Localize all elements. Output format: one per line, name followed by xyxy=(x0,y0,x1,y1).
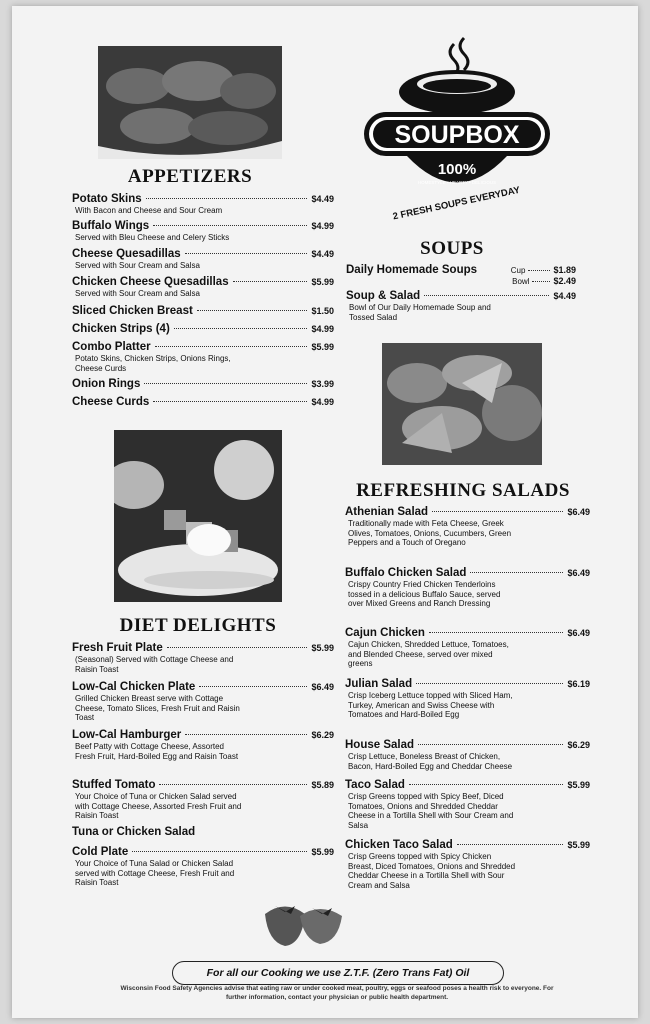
salad-item-name: Buffalo Chicken Salad xyxy=(345,567,467,579)
salad-item-price: $6.49 xyxy=(567,628,590,638)
appetizer-item-name: Cheese Curds xyxy=(72,396,150,408)
salad-item-name: Julian Salad xyxy=(345,678,413,690)
salad-item-price: $6.49 xyxy=(567,507,590,517)
soup-salad-price: $4.49 xyxy=(553,291,576,301)
appetizer-item-desc: With Bacon and Cheese and Sour Cream xyxy=(75,206,223,215)
diet-item-desc: Grilled Chicken Breast serve with Cottage Cheese, Tomato Slices, Fresh Fruit and Raisin Toast xyxy=(75,694,240,722)
salad-item xyxy=(345,779,590,830)
diet-item-desc: (Seasonal) Served with Cottage Cheese and Raisin Toast xyxy=(75,655,234,674)
appetizer-item xyxy=(72,220,334,243)
logo-tagline: 2 FRESH SOUPS EVERYDAY xyxy=(391,184,522,223)
diet-item xyxy=(72,779,334,821)
salad-item-desc: Crisp Iceberg Lettuce topped with Sliced Ham, Turkey, American and Swiss Cheese with Tomatoes and Hard-Boiled Egg xyxy=(348,691,513,719)
diet-item-name: Tuna or Chicken Salad xyxy=(72,826,196,838)
diet-item-desc: Your Choice of Tuna or Chicken Salad served with Cottage Cheese, Assorted Fresh Fruit and Raisin Toast xyxy=(75,792,242,820)
salad-item-price: $6.19 xyxy=(567,679,590,689)
salad-item-desc: Crisp Greens topped with Spicy Chicken Breast, Diced Tomatoes, Onions and Shredded Cheddar Cheese in a Tortilla Shell with Sour Cream and Salsa xyxy=(348,852,516,890)
salad-item-price: $5.99 xyxy=(567,840,590,850)
salad-item-desc: Crispy Country Fried Chicken Tenderloins tossed in a delicious Buffalo Sauce, served over Mixed Greens and Ranch Dressing xyxy=(348,580,501,608)
salad-item xyxy=(345,506,590,548)
bowl-label: Bowl xyxy=(512,277,530,286)
diet-item-price: $5.89 xyxy=(311,780,334,790)
diet-item-name: Stuffed Tomato xyxy=(72,779,156,791)
appetizer-item-price: $5.99 xyxy=(311,277,334,287)
appetizer-item-price: $4.99 xyxy=(311,221,334,231)
appetizer-item-name: Sliced Chicken Breast xyxy=(72,305,193,317)
diet-delights-heading: DIET DELIGHTS xyxy=(119,615,277,636)
diet-item xyxy=(72,642,334,674)
appetizer-item-desc: Potato Skins, Chicken Strips, Onions Rings, Cheese Curds xyxy=(75,354,231,373)
diet-item-price: $6.29 xyxy=(311,730,334,740)
appetizer-item xyxy=(72,193,334,216)
cup-price: $1.89 xyxy=(553,265,576,275)
salad-item xyxy=(345,839,590,890)
diet-item-price: $5.99 xyxy=(311,643,334,653)
diet-item-desc: Beef Patty with Cottage Cheese, Assorted Fresh Fruit, Hard-Boiled Egg and Raisin Toast xyxy=(75,742,239,761)
cup-label: Cup xyxy=(510,266,526,275)
appetizer-item xyxy=(72,248,334,271)
soups-heading: SOUPS xyxy=(420,238,484,259)
soup-salad-desc: Bowl of Our Daily Homemade Soup and Tossed Salad xyxy=(349,303,491,322)
salad-item-desc: Cajun Chicken, Shredded Lettuce, Tomatoes, and Blended Cheese, served over mixed greens xyxy=(348,640,509,668)
salad-item-price: $6.29 xyxy=(567,740,590,750)
soup-salad xyxy=(346,290,576,322)
soup-salad-name: Soup & Salad xyxy=(346,290,421,302)
appetizer-item xyxy=(72,276,334,299)
diet-item xyxy=(72,681,334,723)
appetizer-item-name: Chicken Strips (4) xyxy=(72,323,170,335)
appetizer-item-name: Buffalo Wings xyxy=(72,220,150,232)
appetizer-item-price: $4.99 xyxy=(311,397,334,407)
appetizer-item-name: Cheese Quesadillas xyxy=(72,248,181,260)
salad-item-desc: Crisp Greens topped with Spicy Beef, Diced Tomatoes, Onions and Shredded Cheddar Cheese in a Tortilla Shell with Sour Cream and Salsa xyxy=(348,792,514,830)
salad-item-price: $6.49 xyxy=(567,568,590,578)
appetizer-item xyxy=(72,305,334,317)
appetizer-item xyxy=(72,323,334,335)
appetizer-item xyxy=(72,341,334,373)
salad-photo xyxy=(382,343,542,465)
diet-item-price: $6.49 xyxy=(311,682,334,692)
daily-soups-name: Daily Homemade Soups xyxy=(346,264,478,276)
salad-item-name: Chicken Taco Salad xyxy=(345,839,453,851)
food-safety-disclaimer: Wisconsin Food Safety Agencies advise that eating raw or under cooked meat, poultry, eggs or seafood poses a health risk to everyone. For further information, contact your physician or public health department. xyxy=(120,985,554,1001)
salad-item-name: Athenian Salad xyxy=(345,506,429,518)
appetizer-item-price: $5.99 xyxy=(311,342,334,352)
diet-item xyxy=(72,729,334,761)
salad-item xyxy=(345,627,590,669)
salad-item-name: House Salad xyxy=(345,739,415,751)
salad-item-desc: Traditionally made with Feta Cheese, Greek Olives, Tomatoes, Onions, Cucumbers, Green Peppers and a Touch of Oregano xyxy=(348,519,512,547)
salad-item-name: Taco Salad xyxy=(345,779,405,791)
wings-photo xyxy=(98,46,282,159)
salad-item xyxy=(345,678,590,720)
salad-item xyxy=(345,567,590,609)
salad-item-name: Cajun Chicken xyxy=(345,627,425,639)
diet-item-name: Low-Cal Hamburger xyxy=(72,729,182,741)
diet-item xyxy=(72,826,334,838)
logo-badge-sub: HOMESTYLE • HEARTY • DELICIOUS xyxy=(417,180,497,185)
salad-item-price: $5.99 xyxy=(567,780,590,790)
diet-item xyxy=(72,846,334,888)
menu-page xyxy=(12,6,638,1018)
appetizer-item-price: $4.99 xyxy=(311,324,334,334)
diet-item-name: Cold Plate xyxy=(72,846,129,858)
diet-item-name: Fresh Fruit Plate xyxy=(72,642,163,654)
fruit-plate-photo xyxy=(114,430,282,602)
appetizer-item-name: Chicken Cheese Quesadillas xyxy=(72,276,229,288)
appetizer-item-price: $1.50 xyxy=(311,306,334,316)
soupbox-logo xyxy=(362,34,552,224)
appetizer-item xyxy=(72,396,334,408)
salad-item-desc: Crisp Lettuce, Boneless Breast of Chicken, Bacon, Hard-Boiled Egg and Cheddar Cheese xyxy=(348,752,513,771)
salads-heading: REFRESHING SALADS xyxy=(356,480,570,501)
appetizer-item-name: Potato Skins xyxy=(72,193,142,205)
appetizer-item-price: $4.49 xyxy=(311,249,334,259)
logo-badge: 100% xyxy=(437,161,477,178)
salad-item xyxy=(345,739,590,771)
appetizer-item-desc: Served with Sour Cream and Salsa xyxy=(75,289,200,298)
diet-item-price: $5.99 xyxy=(311,847,334,857)
appetizer-item xyxy=(72,378,334,390)
logo-name: SOUPBOX xyxy=(394,121,520,149)
strawberry-icon xyxy=(260,894,350,949)
trans-fat-note: For all our Cooking we use Z.T.F. (Zero Trans Fat) Oil xyxy=(172,961,504,985)
diet-item-desc: Your Choice of Tuna Salad or Chicken Salad served with Cottage Cheese, Fresh Fruit and Raisin Toast xyxy=(75,859,235,887)
daily-soups xyxy=(346,264,576,286)
appetizer-item-price: $4.49 xyxy=(311,194,334,204)
appetizer-item-desc: Served with Bleu Cheese and Celery Sticks xyxy=(75,233,230,242)
bowl-price: $2.49 xyxy=(553,276,576,286)
appetizer-item-desc: Served with Sour Cream and Salsa xyxy=(75,261,200,270)
appetizers-heading: APPETIZERS xyxy=(127,166,253,187)
appetizer-item-name: Combo Platter xyxy=(72,341,151,353)
appetizer-item-name: Onion Rings xyxy=(72,378,141,390)
diet-item-name: Low-Cal Chicken Plate xyxy=(72,681,196,693)
appetizer-item-price: $3.99 xyxy=(311,379,334,389)
